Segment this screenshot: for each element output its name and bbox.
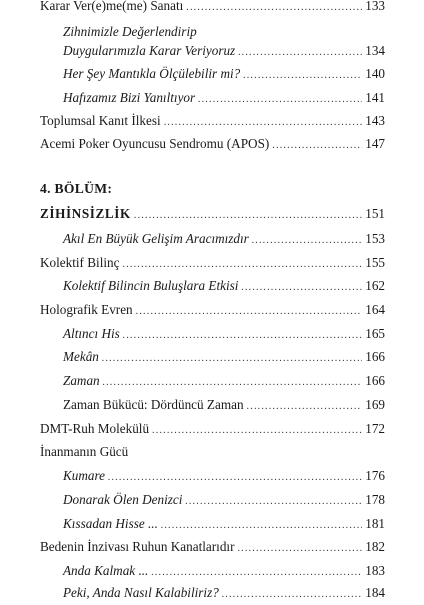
toc-entry-page: 164 — [365, 302, 385, 317]
toc-entry — [63, 395, 385, 415]
toc-entry — [63, 490, 385, 510]
toc-entry — [63, 371, 385, 391]
toc-entry — [63, 64, 385, 84]
toc-leader-dots — [247, 397, 363, 417]
toc-entry-title: Kolektif Bilincin Buluşlara Etkisi — [63, 278, 239, 293]
toc-leader-dots — [237, 539, 362, 559]
toc-entry-page: 178 — [365, 492, 385, 507]
toc-entry-title: Altıncı His — [63, 326, 120, 341]
toc-entry-title: Akıl En Büyük Gelişim Aracımızdır — [63, 231, 249, 246]
toc-leader-dots — [108, 468, 362, 488]
toc-leader-dots — [222, 585, 362, 605]
toc-entry-title: İnanmanın Gücü — [40, 444, 129, 459]
toc-entry-page: 169 — [365, 397, 385, 412]
toc-entry-page: 166 — [365, 373, 385, 388]
toc-entry-title: DMT-Ruh Molekülü — [40, 421, 150, 436]
toc-leader-dots — [198, 90, 362, 110]
toc-leader-dots — [136, 302, 363, 322]
toc-leader-dots — [161, 516, 362, 536]
toc-entry-page: 162 — [365, 278, 385, 293]
toc-entry-title: Toplumsal Kanıt İlkesi — [40, 113, 161, 128]
toc-entry-page: 134 — [365, 43, 385, 58]
toc-entry — [40, 111, 385, 131]
toc-leader-dots — [122, 255, 362, 275]
toc-entry-title: Zaman Bükücü: Dördüncü Zaman — [63, 397, 244, 412]
toc-entry-page: 172 — [365, 421, 385, 436]
toc-entry-title: Kıssadan Hisse ... — [63, 516, 158, 531]
toc-entry — [63, 324, 385, 344]
toc-entry — [63, 514, 385, 534]
toc-entry-page: 183 — [365, 563, 385, 578]
toc-entry-title: Her Şey Mantıkla Ölçülebilir mi? — [63, 66, 241, 81]
toc-entry-title: Acemi Poker Oyuncusu Sendromu (APOS) — [40, 136, 270, 151]
toc-entry-page: 176 — [365, 468, 385, 483]
toc-entry-title: Duygularımızla Karar Veriyoruz — [63, 43, 236, 58]
toc-entry-page: 140 — [365, 66, 385, 81]
toc-entry — [63, 229, 385, 249]
chapter-label: 4. BÖLÜM: — [40, 181, 113, 196]
toc-entry-title: Kolektif Bilinç — [40, 255, 120, 270]
toc-entry-page: 165 — [365, 326, 385, 341]
toc-entry-page: 133 — [365, 0, 385, 13]
toc-chapter-entry — [40, 204, 385, 224]
toc-entry-page: 151 — [365, 206, 385, 221]
toc-entry-title: Karar Ver(e)me(me) Sanatı — [40, 0, 184, 13]
toc-entry-title: Zihnimizle Değerlendirip — [63, 24, 197, 39]
toc-entry — [63, 583, 385, 603]
toc-entry — [40, 537, 385, 557]
toc-entry-title: Bedenin İnzivası Ruhun Kanatlarıdır — [40, 539, 235, 554]
toc-leader-dots — [185, 492, 362, 512]
toc-entry-page: 153 — [365, 231, 385, 246]
toc-leader-dots — [103, 373, 363, 393]
toc-leader-dots — [164, 113, 363, 133]
toc-entry-page: 182 — [365, 539, 385, 554]
toc-entry — [40, 300, 385, 320]
toc-entry-page: 143 — [365, 113, 385, 128]
toc-leader-dots — [151, 563, 362, 583]
toc-entry-title: Zaman — [63, 373, 100, 388]
toc-entry — [63, 41, 385, 61]
toc-entry-title: Peki, Anda Nasıl Kalabiliriz? — [63, 585, 219, 600]
toc-leader-dots — [123, 326, 362, 346]
toc-entry-title: Hafızamız Bizi Yanıltıyor — [63, 90, 196, 105]
toc-entry — [40, 134, 385, 154]
toc-leader-dots — [152, 421, 362, 441]
toc-entry-title: Donarak Ölen Denizci — [63, 492, 183, 507]
toc-entry — [63, 466, 385, 486]
toc-entry — [63, 276, 385, 296]
toc-leader-dots — [102, 349, 362, 369]
toc-entry — [40, 419, 385, 439]
toc-entry-title: Kumare — [63, 468, 106, 483]
toc-leader-dots — [241, 278, 362, 298]
toc-entry-title: Mekân — [63, 349, 99, 364]
toc-entry-page: 181 — [365, 516, 385, 531]
toc-entry-page: 166 — [365, 349, 385, 364]
toc-entry-page: 141 — [365, 90, 385, 105]
chapter-title: ZİHİNSİZLİK — [40, 206, 131, 221]
toc-leader-dots — [252, 231, 362, 251]
toc-entry-page: 147 — [365, 136, 385, 151]
toc-leader-dots — [238, 43, 362, 63]
toc-entry-title: Anda Kalmak ... — [63, 563, 149, 578]
toc-entry — [40, 0, 385, 16]
toc-leader-dots — [272, 136, 362, 156]
toc-entry-page: 184 — [365, 585, 385, 600]
toc-entry — [40, 253, 385, 273]
toc-leader-dots — [243, 66, 362, 86]
toc-entry — [63, 88, 385, 108]
toc-leader-dots — [186, 0, 362, 18]
toc-leader-dots — [134, 206, 362, 226]
toc-entry — [63, 561, 385, 581]
toc-entry-page: 155 — [365, 255, 385, 270]
toc-entry-title: Holografik Evren — [40, 302, 133, 317]
toc-entry — [63, 347, 385, 367]
